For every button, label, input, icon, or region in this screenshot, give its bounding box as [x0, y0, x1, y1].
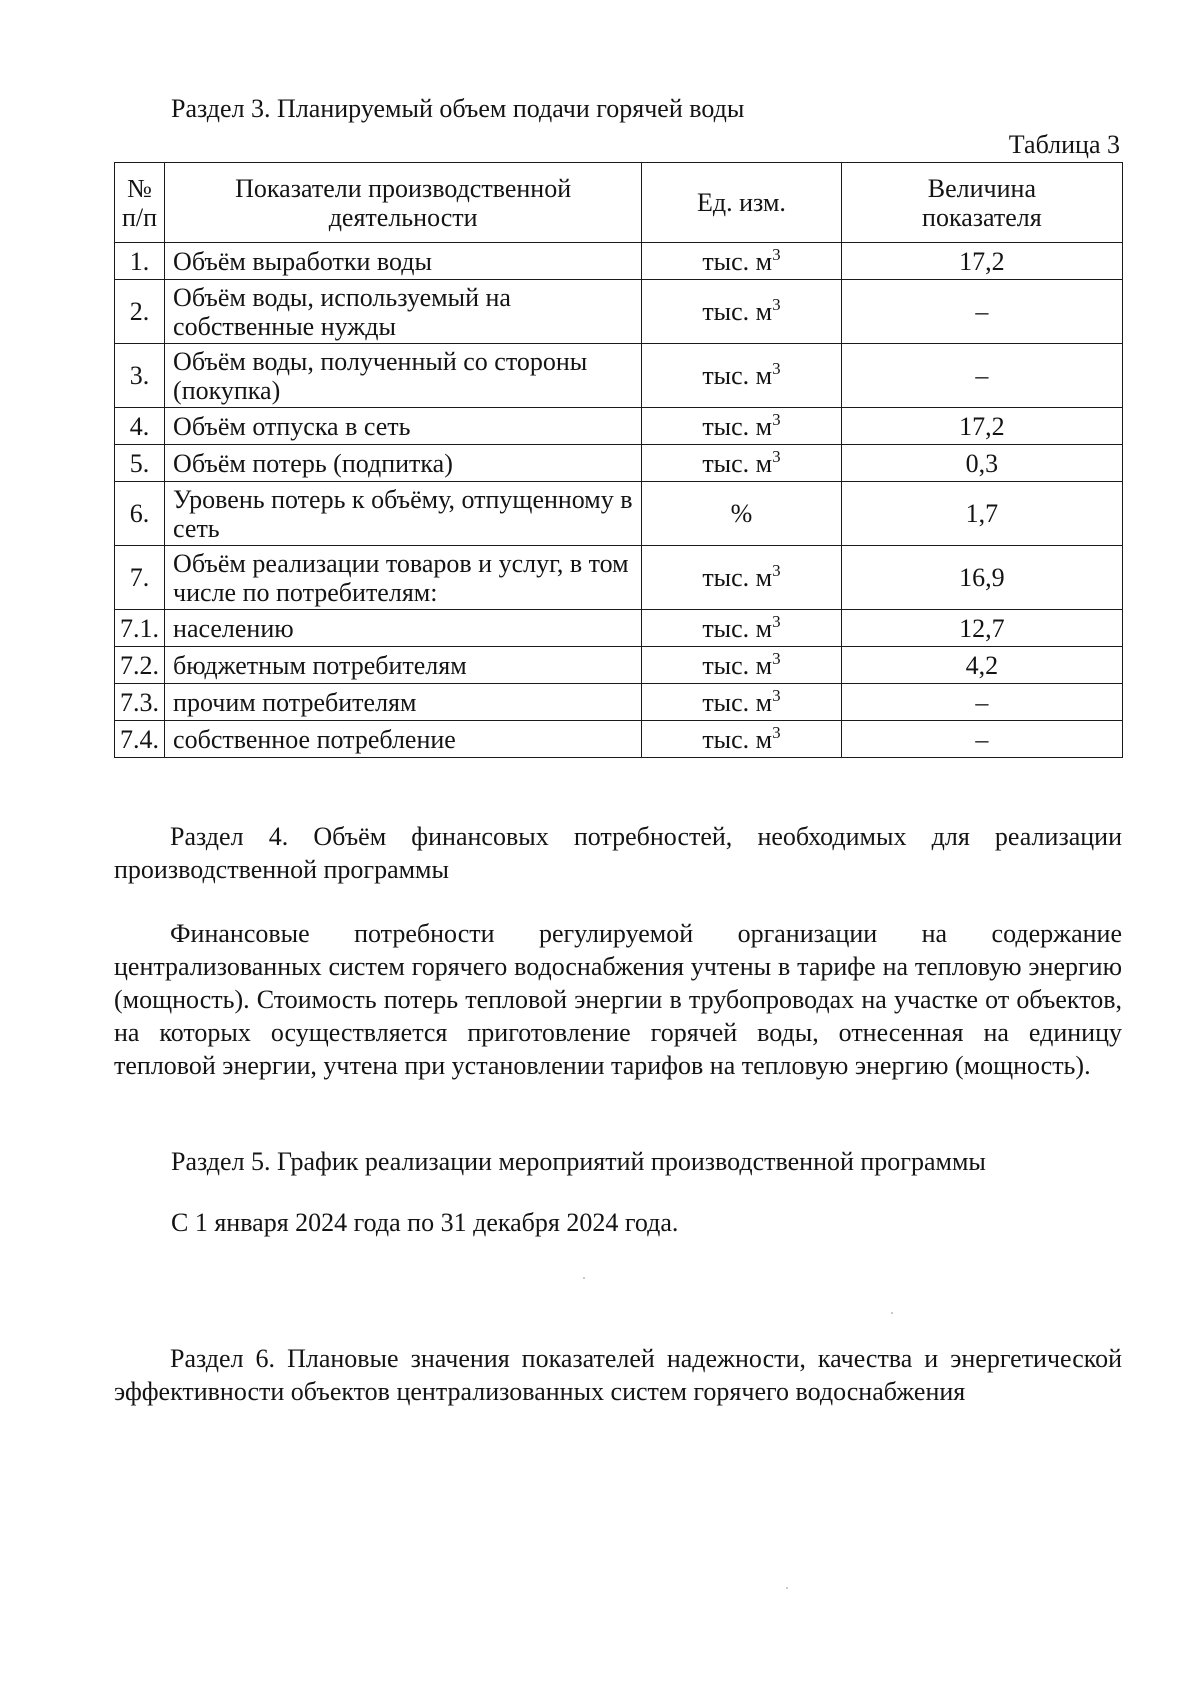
row-number: 7.1. — [115, 610, 165, 647]
row-unit-text: тыс. м — [702, 563, 773, 592]
section-6-heading: Раздел 6. Плановые значения показателей надежности, качества и энергетической эффективности объектов централизованных систем горячего водоснабжения — [114, 1344, 1122, 1406]
row-value: 17,2 — [841, 408, 1122, 445]
scan-speck — [786, 1587, 788, 1589]
table-row — [115, 445, 1123, 482]
row-unit-exponent: 3 — [772, 295, 781, 314]
row-unit — [642, 445, 842, 482]
table-label: Таблица 3 — [1008, 130, 1120, 159]
section-4-paragraph: Финансовые потребности регулируемой организации на содержание централизованных систем горячего водоснабжения учтены в тарифе на тепловую энергию (мощность). Стоимость потерь тепловой энергии в трубопроводах на участке от объектов, на которых осуществляется приготовление горячей воды, отнесенная на единицу тепловой энергии, учтена при установлении тарифов на тепловую энергию (мощность). — [114, 919, 1122, 1080]
col-header-indicator: Показатели производственной деятельности — [165, 163, 642, 243]
row-unit-exponent: 3 — [772, 648, 781, 668]
row-value: – — [841, 344, 1122, 408]
row-indicator: прочим потребителям — [165, 684, 642, 721]
row-indicator: собственное потребление — [165, 721, 642, 758]
table-header-row — [115, 163, 1123, 243]
row-value: 4,2 — [841, 647, 1122, 684]
row-indicator: Объём воды, используемый на собственные нужды — [165, 280, 642, 344]
table-row — [115, 610, 1123, 647]
row-unit-text: тыс. м — [702, 650, 773, 680]
hot-water-volume-table — [114, 162, 1123, 758]
row-unit — [642, 546, 842, 610]
col-header-num: № п/п — [115, 163, 165, 243]
row-unit — [642, 408, 842, 445]
row-indicator: Объём потерь (подпитка) — [165, 445, 642, 482]
row-unit-exponent: 3 — [772, 244, 781, 264]
row-unit — [642, 647, 842, 684]
row-value: 17,2 — [841, 243, 1122, 280]
row-indicator: Уровень потерь к объёму, отпущенному в сеть — [165, 482, 642, 546]
row-unit-text: тыс. м — [702, 448, 773, 478]
row-indicator: Объём отпуска в сеть — [165, 408, 642, 445]
table-row — [115, 721, 1123, 758]
section-4-heading: Раздел 4. Объём финансовых потребностей, необходимых для реализации производственной программы — [114, 822, 1122, 884]
table-row — [115, 684, 1123, 721]
row-unit-exponent: 3 — [772, 446, 781, 466]
row-number: 3. — [115, 344, 165, 408]
row-unit-text: тыс. м — [702, 613, 773, 643]
row-unit — [642, 482, 842, 546]
row-indicator: населению — [165, 610, 642, 647]
scan-speck — [583, 1277, 585, 1279]
table-row — [115, 243, 1123, 280]
col-header-value: Величина показателя — [841, 163, 1122, 243]
row-unit-text: тыс. м — [702, 361, 773, 390]
row-unit-exponent: 3 — [772, 611, 781, 631]
row-indicator: Объём реализации товаров и услуг, в том числе по потребителям: — [165, 546, 642, 610]
scan-speck — [891, 1312, 893, 1314]
row-number: 4. — [115, 408, 165, 445]
row-unit-text: тыс. м — [702, 297, 773, 326]
row-unit — [642, 280, 842, 344]
col-header-unit: Ед. изм. — [642, 163, 842, 243]
row-value: – — [841, 721, 1122, 758]
section-5-heading: Раздел 5. График реализации мероприятий производственной программы — [171, 1147, 986, 1176]
row-value: – — [841, 280, 1122, 344]
row-value: 12,7 — [841, 610, 1122, 647]
row-number: 7.3. — [115, 684, 165, 721]
row-value: 0,3 — [841, 445, 1122, 482]
row-value: – — [841, 684, 1122, 721]
table-row — [115, 482, 1123, 546]
row-unit-text: тыс. м — [702, 687, 773, 717]
row-number: 5. — [115, 445, 165, 482]
row-unit-text: % — [730, 499, 753, 528]
row-unit-text: тыс. м — [702, 724, 773, 754]
row-number: 7.4. — [115, 721, 165, 758]
row-unit — [642, 243, 842, 280]
row-unit — [642, 721, 842, 758]
row-unit-exponent: 3 — [772, 685, 781, 705]
row-unit — [642, 344, 842, 408]
row-unit-text: тыс. м — [702, 411, 773, 441]
row-unit-exponent: 3 — [772, 561, 781, 580]
row-number: 2. — [115, 280, 165, 344]
row-unit-exponent: 3 — [772, 409, 781, 429]
row-indicator: Объём воды, полученный со стороны (покупка) — [165, 344, 642, 408]
row-unit-exponent: 3 — [772, 359, 781, 378]
row-indicator: бюджетным потребителям — [165, 647, 642, 684]
row-number: 6. — [115, 482, 165, 546]
row-unit — [642, 610, 842, 647]
table-row — [115, 408, 1123, 445]
row-value: 1,7 — [841, 482, 1122, 546]
section-5-period: С 1 января 2024 года по 31 декабря 2024 года. — [171, 1208, 679, 1237]
row-indicator: Объём выработки воды — [165, 243, 642, 280]
table-row — [115, 647, 1123, 684]
row-number: 1. — [115, 243, 165, 280]
row-number: 7.2. — [115, 647, 165, 684]
row-unit — [642, 684, 842, 721]
section-3-heading: Раздел 3. Планируемый объем подачи горячей воды — [171, 94, 745, 123]
row-number: 7. — [115, 546, 165, 610]
table-row — [115, 344, 1123, 408]
row-unit-exponent: 3 — [772, 722, 781, 742]
row-unit-text: тыс. м — [702, 246, 773, 276]
table-row — [115, 280, 1123, 344]
row-value: 16,9 — [841, 546, 1122, 610]
table-row — [115, 546, 1123, 610]
